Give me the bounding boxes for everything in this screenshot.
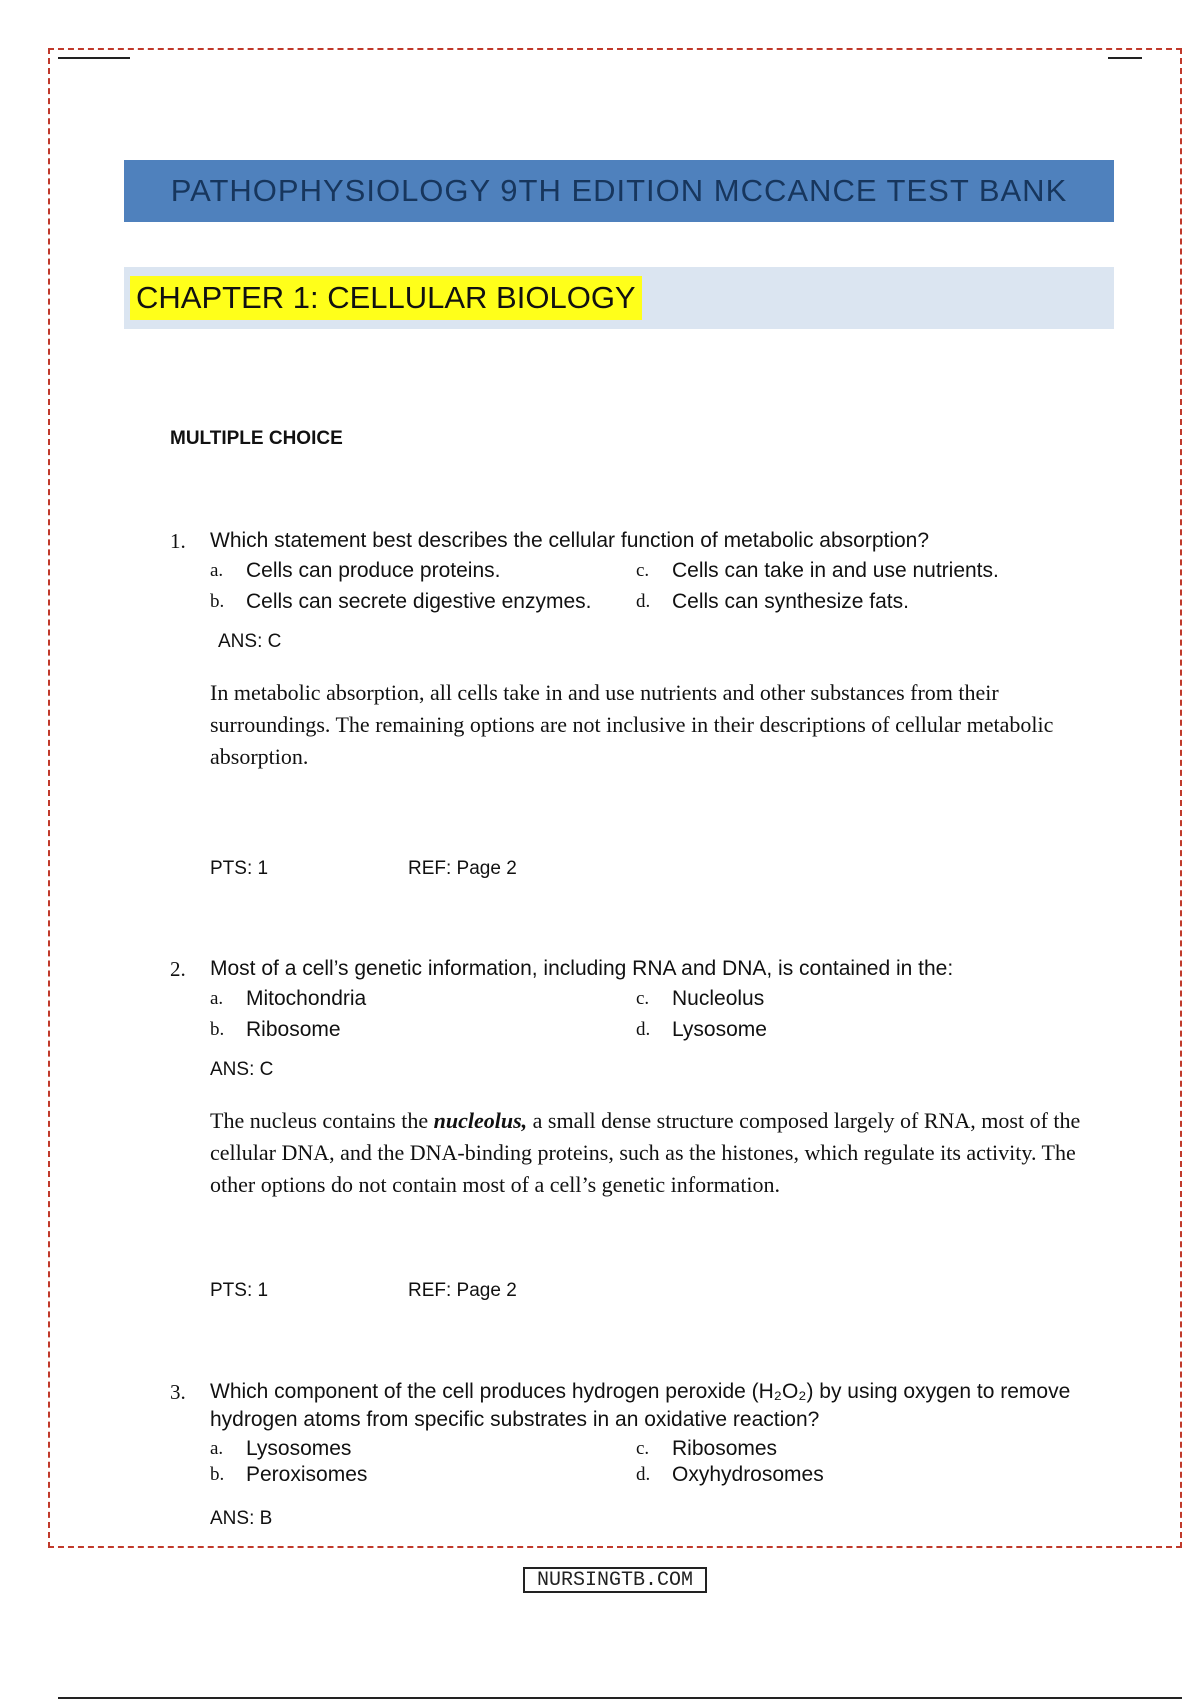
- option-letter: b.: [210, 1019, 225, 1040]
- option-letter: d.: [636, 1464, 651, 1485]
- rationale-part: The nucleus contains the: [210, 1108, 434, 1133]
- option-text: Nucleolus: [672, 987, 765, 1010]
- question-stem: [170, 1378, 1090, 1434]
- question-1-meta: [210, 858, 1130, 880]
- question-number: 2.: [170, 957, 186, 981]
- option-c: [636, 983, 1076, 1014]
- reference: REF: Page 2: [408, 1280, 517, 1301]
- option-text: Cells can produce proteins.: [246, 559, 501, 582]
- option-text: Mitochondria: [246, 987, 367, 1010]
- option-text: Cells can synthesize fats.: [672, 590, 909, 613]
- section-heading: MULTIPLE CHOICE: [170, 428, 343, 449]
- question-3: [170, 1378, 1090, 1530]
- reference: REF: Page 2: [408, 858, 517, 879]
- rationale-part: a small dense structure composed largely of RNA, most of the cellular DNA, and the DNA-binding proteins, such as the histones, which regulate its activity. The other options do not contain most of a cell’s genetic information.: [210, 1108, 1081, 1197]
- option-c: [636, 1436, 1076, 1462]
- answer-key: ANS: B: [210, 1508, 273, 1529]
- option-text: Cells can take in and use nutrients.: [672, 559, 999, 582]
- option-c: [636, 555, 1076, 586]
- option-b: [210, 1014, 636, 1045]
- option-letter: d.: [636, 1019, 651, 1040]
- option-a: [210, 983, 636, 1014]
- option-letter: c.: [636, 560, 650, 581]
- rationale: In metabolic absorption, all cells take in and use nutrients and other substances from their surroundings. The remaining options are not inclusive in their descriptions of cellular metabolic absorption.: [210, 680, 1054, 769]
- question-1: [170, 527, 1090, 773]
- option-text: Oxyhydrosomes: [672, 1463, 824, 1486]
- footer-logo-text: NURSINGTB.COM: [536, 1568, 694, 1592]
- header-rule-left: [58, 57, 130, 59]
- footer-rule: [58, 1697, 1182, 1699]
- question-text: Which statement best describes the cellular function of metabolic absorption?: [210, 529, 930, 552]
- answer-key: ANS: C: [210, 1059, 274, 1080]
- option-b: [210, 1462, 636, 1488]
- question-stem: [170, 527, 1090, 555]
- question-2-meta: [210, 1280, 1130, 1302]
- option-letter: a.: [210, 988, 224, 1009]
- rationale: [210, 1105, 1090, 1201]
- option-text: Peroxisomes: [246, 1463, 368, 1486]
- option-letter: a.: [210, 560, 224, 581]
- question-text: Most of a cell’s genetic information, including RNA and DNA, is contained in the:: [210, 957, 954, 980]
- rationale-emphasis: nucleolus,: [433, 1108, 528, 1133]
- answer-key: ANS: C: [218, 631, 282, 652]
- option-a: [210, 1436, 636, 1462]
- option-text: Lysosome: [672, 1018, 767, 1041]
- option-text: Ribosome: [246, 1018, 341, 1041]
- footer-logo: [523, 1567, 707, 1593]
- option-text: Cells can secrete digestive enzymes.: [246, 590, 592, 613]
- option-d: [636, 586, 1076, 617]
- option-letter: d.: [636, 591, 651, 612]
- chapter-banner: [124, 267, 1114, 329]
- question-text: Which component of the cell produces hydrogen peroxide (H₂O₂) by using oxygen to remove hydrogen atoms from specific substrates in an oxidative reaction?: [210, 1380, 1071, 1431]
- points: PTS: 1: [210, 1280, 269, 1301]
- option-letter: a.: [210, 1438, 224, 1459]
- option-a: [210, 555, 636, 586]
- question-number: 1.: [170, 529, 186, 553]
- option-text: Ribosomes: [672, 1437, 778, 1460]
- header-rule-right: [1108, 57, 1142, 59]
- option-letter: b.: [210, 591, 225, 612]
- option-b: [210, 586, 636, 617]
- option-d: [636, 1014, 1076, 1045]
- option-text: Lysosomes: [246, 1437, 352, 1460]
- option-list: [210, 1436, 1090, 1488]
- points: PTS: 1: [210, 858, 269, 879]
- document-title: [124, 160, 1114, 222]
- document-title-text: PATHOPHYSIOLOGY 9TH EDITION MCCANCE TEST BANK: [170, 173, 1068, 208]
- option-list: [210, 983, 1090, 1045]
- option-letter: c.: [636, 1438, 650, 1459]
- chapter-title: CHAPTER 1: CELLULAR BIOLOGY: [130, 276, 642, 320]
- question-stem: [170, 955, 1090, 983]
- option-list: [210, 555, 1090, 617]
- question-2: [170, 955, 1090, 1201]
- option-d: [636, 1462, 1076, 1488]
- option-letter: b.: [210, 1464, 225, 1485]
- option-letter: c.: [636, 988, 650, 1009]
- question-number: 3.: [170, 1380, 186, 1404]
